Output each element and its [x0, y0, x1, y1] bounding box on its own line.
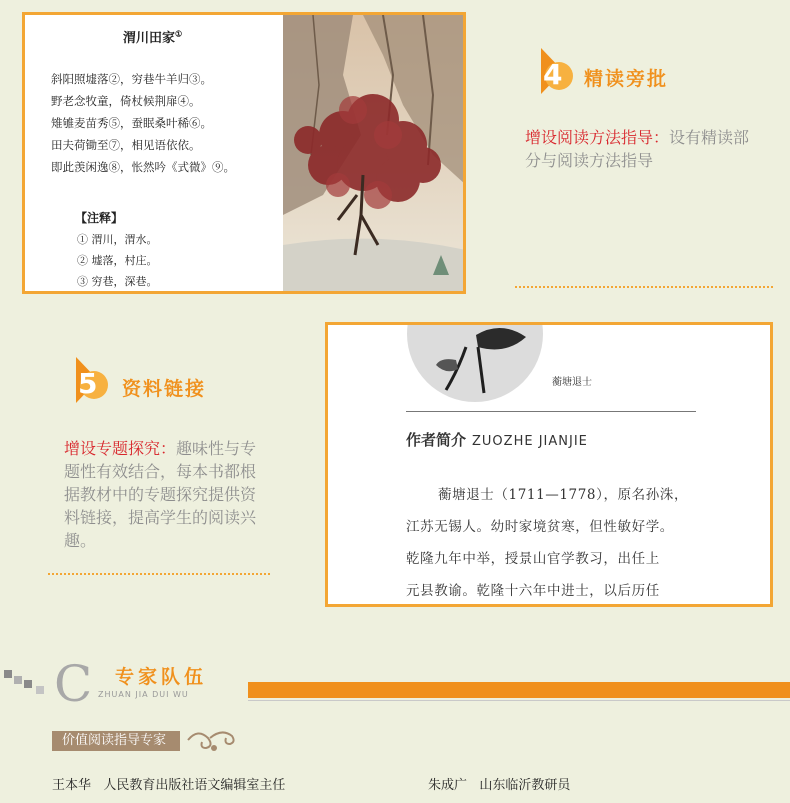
- intro-line: 乾隆九年中举，授景山官学教习，出任上: [406, 551, 660, 567]
- expert-member: 朱成广 山东临沂教研员: [428, 778, 571, 793]
- poem-line: 斜阳照墟落②，穷巷牛羊归③。: [51, 72, 212, 86]
- divider-line: [406, 411, 696, 412]
- notes-heading: 【注释】: [75, 211, 124, 225]
- feature5-description: 增设专题探究：趣味性与专题性有效结合，每本书都根据教材中的专题探究提供资料链接，提高学生的阅读兴趣。: [64, 439, 257, 550]
- note-line: ② 墟落，村庄。: [77, 254, 158, 267]
- section-bar: [248, 682, 790, 698]
- dotted-divider: [515, 286, 773, 288]
- expert-banner: 价值阅读指导专家: [52, 731, 180, 751]
- intro-line: 元县教谕。乾隆十六年中进士，以后历任: [406, 583, 660, 599]
- note-line: ① 渭川，渭水。: [77, 233, 158, 246]
- note-line: ③ 穷巷，深巷。: [77, 275, 158, 288]
- poem-title: 渭川田家①: [123, 28, 183, 46]
- feature4-number: 4: [543, 58, 563, 91]
- section-letter: C: [54, 655, 93, 713]
- section-rule: [248, 700, 790, 701]
- feature4-title: 精读旁批: [584, 68, 669, 90]
- section-title: 专家队伍: [115, 666, 208, 688]
- author-name: 蘅塘退士: [552, 377, 592, 388]
- poem-line: 野老念牧童，倚杖候荆扉④。: [51, 94, 201, 108]
- poem-line: 雉雊麦苗秀⑤，蚕眠桑叶稀⑥。: [51, 116, 212, 130]
- lotus-painting: [406, 322, 544, 403]
- decorative-squares-icon: [0, 666, 52, 696]
- scroll-ornament-icon: [184, 724, 240, 756]
- author-intro-heading: 作者简介 ZUOZHE JIANJIE: [406, 431, 588, 449]
- poem-card: [22, 12, 466, 294]
- dotted-divider: [48, 573, 270, 575]
- landscape-painting: [283, 15, 466, 291]
- expert-member: 王本华 人民教育出版社语文编辑室主任: [52, 778, 286, 793]
- author-card: [325, 322, 773, 607]
- poem-line: 田夫荷锄至⑦，相见语依依。: [51, 138, 201, 152]
- feature4-description: 增设阅读方法指导：设有精读部分与阅读方法指导: [525, 128, 750, 170]
- feature5-title: 资料链接: [122, 378, 207, 400]
- intro-line: 蘅塘退士（1711—1778），原名孙洙，: [438, 487, 689, 503]
- feature5-number: 5: [78, 367, 98, 400]
- intro-line: 江苏无锡人。幼时家境贫寒，但性敏好学。: [406, 519, 674, 535]
- section-pinyin: ZHUAN JIA DUI WU: [98, 690, 189, 699]
- poem-line: 即此羡闲逸⑧，怅然吟《式微》⑨。: [51, 160, 235, 174]
